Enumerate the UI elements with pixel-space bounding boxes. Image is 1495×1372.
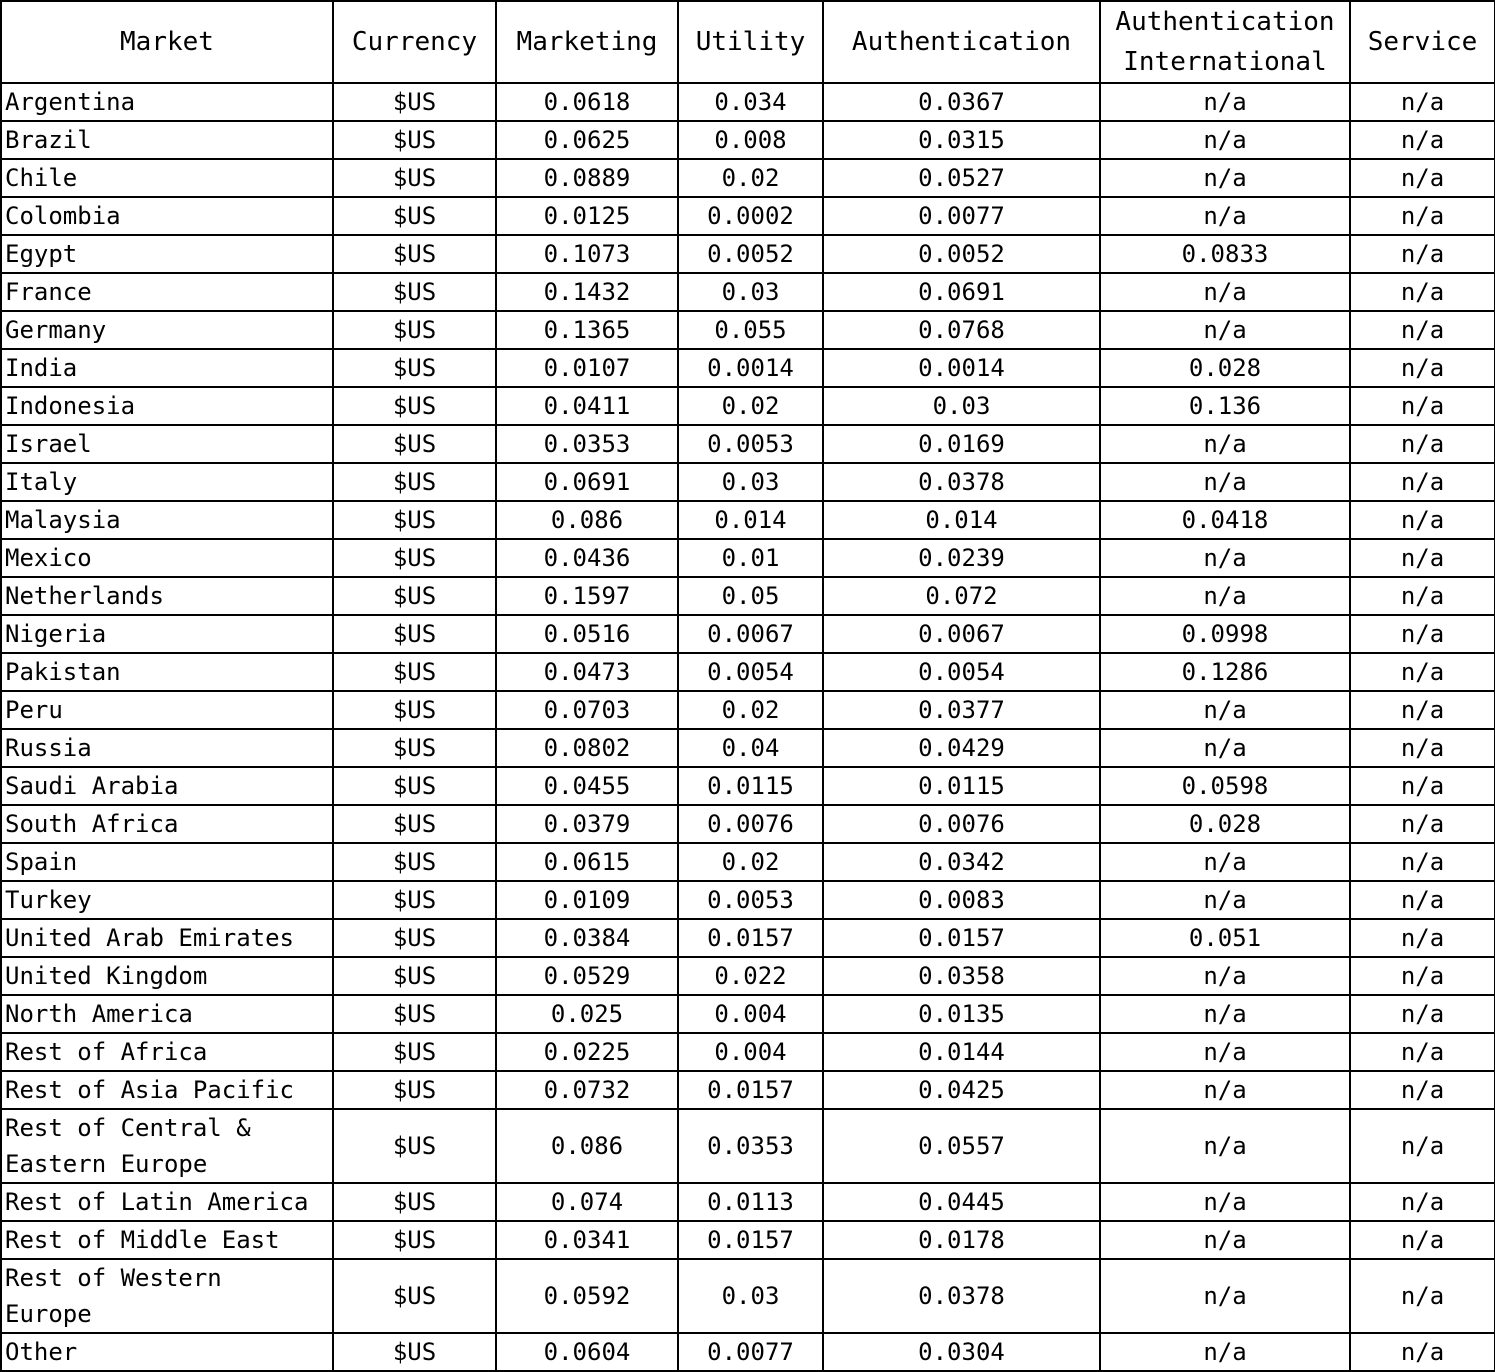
cell-authentication: 0.072	[823, 577, 1100, 615]
cell-currency: $US	[333, 767, 496, 805]
table-row	[1, 387, 1495, 425]
cell-authentication: 0.03	[823, 387, 1100, 425]
cell-authentication: 0.014	[823, 501, 1100, 539]
cell-authentication-international: n/a	[1100, 539, 1350, 577]
cell-service: n/a	[1350, 1109, 1495, 1183]
cell-marketing: 0.0802	[496, 729, 678, 767]
cell-authentication: 0.0052	[823, 235, 1100, 273]
table-row	[1, 121, 1495, 159]
cell-market: Israel	[1, 425, 333, 463]
cell-authentication-international: n/a	[1100, 881, 1350, 919]
cell-market: France	[1, 273, 333, 311]
cell-currency: $US	[333, 653, 496, 691]
table-row	[1, 1033, 1495, 1071]
cell-market: Other	[1, 1333, 333, 1371]
cell-service: n/a	[1350, 767, 1495, 805]
cell-authentication: 0.0425	[823, 1071, 1100, 1109]
cell-authentication: 0.0768	[823, 311, 1100, 349]
table-row	[1, 919, 1495, 957]
cell-currency: $US	[333, 539, 496, 577]
cell-service: n/a	[1350, 539, 1495, 577]
cell-market: Nigeria	[1, 615, 333, 653]
cell-authentication: 0.0377	[823, 691, 1100, 729]
cell-marketing: 0.0107	[496, 349, 678, 387]
cell-currency: $US	[333, 691, 496, 729]
cell-service: n/a	[1350, 957, 1495, 995]
header-row	[1, 1, 1495, 83]
cell-currency: $US	[333, 425, 496, 463]
cell-authentication-international: n/a	[1100, 273, 1350, 311]
cell-marketing: 0.0125	[496, 197, 678, 235]
table-row	[1, 881, 1495, 919]
cell-market: Egypt	[1, 235, 333, 273]
cell-currency: $US	[333, 1221, 496, 1259]
cell-utility: 0.022	[678, 957, 823, 995]
cell-market: Malaysia	[1, 501, 333, 539]
cell-authentication: 0.0169	[823, 425, 1100, 463]
cell-marketing: 0.0691	[496, 463, 678, 501]
cell-authentication-international: 0.051	[1100, 919, 1350, 957]
cell-currency: $US	[333, 463, 496, 501]
table-row	[1, 463, 1495, 501]
cell-authentication: 0.0527	[823, 159, 1100, 197]
cell-authentication: 0.0077	[823, 197, 1100, 235]
cell-marketing: 0.025	[496, 995, 678, 1033]
cell-marketing: 0.0529	[496, 957, 678, 995]
table-row	[1, 691, 1495, 729]
cell-utility: 0.034	[678, 83, 823, 121]
cell-service: n/a	[1350, 501, 1495, 539]
cell-market: Italy	[1, 463, 333, 501]
cell-utility: 0.04	[678, 729, 823, 767]
cell-authentication: 0.0691	[823, 273, 1100, 311]
cell-service: n/a	[1350, 197, 1495, 235]
cell-currency: $US	[333, 843, 496, 881]
cell-market: Rest of Central & Eastern Europe	[1, 1109, 333, 1183]
cell-market: Mexico	[1, 539, 333, 577]
cell-authentication: 0.0076	[823, 805, 1100, 843]
cell-marketing: 0.0353	[496, 425, 678, 463]
cell-authentication-international: 0.028	[1100, 349, 1350, 387]
cell-authentication: 0.0178	[823, 1221, 1100, 1259]
cell-market: United Kingdom	[1, 957, 333, 995]
cell-authentication-international: n/a	[1100, 995, 1350, 1033]
cell-marketing: 0.0615	[496, 843, 678, 881]
table-row	[1, 653, 1495, 691]
cell-currency: $US	[333, 729, 496, 767]
cell-utility: 0.014	[678, 501, 823, 539]
header-authentication-international: Authentication International	[1100, 1, 1350, 83]
cell-service: n/a	[1350, 1033, 1495, 1071]
cell-utility: 0.0113	[678, 1183, 823, 1221]
cell-market: Argentina	[1, 83, 333, 121]
header-market: Market	[1, 1, 333, 83]
cell-currency: $US	[333, 957, 496, 995]
cell-authentication: 0.0135	[823, 995, 1100, 1033]
cell-marketing: 0.0604	[496, 1333, 678, 1371]
cell-marketing: 0.1073	[496, 235, 678, 273]
cell-market: Rest of Asia Pacific	[1, 1071, 333, 1109]
cell-authentication-international: n/a	[1100, 1221, 1350, 1259]
cell-service: n/a	[1350, 463, 1495, 501]
cell-marketing: 0.0703	[496, 691, 678, 729]
cell-service: n/a	[1350, 843, 1495, 881]
cell-marketing: 0.074	[496, 1183, 678, 1221]
cell-authentication-international: n/a	[1100, 843, 1350, 881]
cell-marketing: 0.0625	[496, 121, 678, 159]
cell-authentication-international: n/a	[1100, 425, 1350, 463]
cell-service: n/a	[1350, 387, 1495, 425]
table-row	[1, 159, 1495, 197]
cell-marketing: 0.0384	[496, 919, 678, 957]
table-body	[1, 83, 1495, 1371]
cell-currency: $US	[333, 1071, 496, 1109]
cell-market: Russia	[1, 729, 333, 767]
cell-currency: $US	[333, 159, 496, 197]
cell-currency: $US	[333, 311, 496, 349]
header-currency: Currency	[333, 1, 496, 83]
cell-authentication-international: n/a	[1100, 463, 1350, 501]
cell-service: n/a	[1350, 121, 1495, 159]
cell-authentication-international: n/a	[1100, 1033, 1350, 1071]
cell-currency: $US	[333, 83, 496, 121]
cell-utility: 0.0054	[678, 653, 823, 691]
cell-market: Indonesia	[1, 387, 333, 425]
header-service: Service	[1350, 1, 1495, 83]
table-row	[1, 235, 1495, 273]
cell-utility: 0.0002	[678, 197, 823, 235]
cell-utility: 0.0076	[678, 805, 823, 843]
cell-market: United Arab Emirates	[1, 919, 333, 957]
cell-marketing: 0.0455	[496, 767, 678, 805]
cell-service: n/a	[1350, 691, 1495, 729]
cell-currency: $US	[333, 1183, 496, 1221]
cell-service: n/a	[1350, 881, 1495, 919]
cell-utility: 0.0052	[678, 235, 823, 273]
cell-marketing: 0.0732	[496, 1071, 678, 1109]
cell-utility: 0.0053	[678, 425, 823, 463]
cell-authentication-international: n/a	[1100, 1109, 1350, 1183]
cell-authentication-international: 0.0598	[1100, 767, 1350, 805]
cell-market: Colombia	[1, 197, 333, 235]
cell-utility: 0.02	[678, 387, 823, 425]
cell-currency: $US	[333, 615, 496, 653]
cell-currency: $US	[333, 995, 496, 1033]
cell-utility: 0.055	[678, 311, 823, 349]
table-row	[1, 83, 1495, 121]
cell-authentication-international: n/a	[1100, 121, 1350, 159]
cell-currency: $US	[333, 387, 496, 425]
table-row	[1, 1109, 1495, 1183]
cell-market: Saudi Arabia	[1, 767, 333, 805]
cell-market: Brazil	[1, 121, 333, 159]
table-row	[1, 311, 1495, 349]
cell-service: n/a	[1350, 159, 1495, 197]
cell-authentication-international: n/a	[1100, 159, 1350, 197]
table-row	[1, 273, 1495, 311]
cell-authentication-international: n/a	[1100, 957, 1350, 995]
cell-market: Rest of Middle East	[1, 1221, 333, 1259]
cell-marketing: 0.0225	[496, 1033, 678, 1071]
cell-service: n/a	[1350, 349, 1495, 387]
cell-market: Rest of Latin America	[1, 1183, 333, 1221]
cell-authentication: 0.0358	[823, 957, 1100, 995]
cell-service: n/a	[1350, 729, 1495, 767]
cell-market: Netherlands	[1, 577, 333, 615]
cell-utility: 0.03	[678, 463, 823, 501]
cell-authentication-international: 0.0418	[1100, 501, 1350, 539]
cell-utility: 0.0353	[678, 1109, 823, 1183]
table-row	[1, 995, 1495, 1033]
cell-authentication-international: n/a	[1100, 197, 1350, 235]
table-row	[1, 805, 1495, 843]
cell-utility: 0.03	[678, 1259, 823, 1333]
cell-authentication: 0.0342	[823, 843, 1100, 881]
cell-marketing: 0.0473	[496, 653, 678, 691]
table-row	[1, 425, 1495, 463]
cell-service: n/a	[1350, 1259, 1495, 1333]
table-row	[1, 843, 1495, 881]
cell-service: n/a	[1350, 653, 1495, 691]
cell-service: n/a	[1350, 311, 1495, 349]
table-row	[1, 729, 1495, 767]
cell-authentication-international: 0.136	[1100, 387, 1350, 425]
cell-currency: $US	[333, 1333, 496, 1371]
table-row	[1, 1221, 1495, 1259]
cell-utility: 0.01	[678, 539, 823, 577]
cell-service: n/a	[1350, 1333, 1495, 1371]
cell-market: Peru	[1, 691, 333, 729]
header-utility: Utility	[678, 1, 823, 83]
cell-authentication-international: 0.0833	[1100, 235, 1350, 273]
cell-marketing: 0.0379	[496, 805, 678, 843]
cell-service: n/a	[1350, 615, 1495, 653]
cell-authentication: 0.0367	[823, 83, 1100, 121]
cell-currency: $US	[333, 1033, 496, 1071]
cell-currency: $US	[333, 197, 496, 235]
cell-authentication: 0.0239	[823, 539, 1100, 577]
cell-market: Spain	[1, 843, 333, 881]
cell-currency: $US	[333, 919, 496, 957]
cell-marketing: 0.1597	[496, 577, 678, 615]
table-row	[1, 615, 1495, 653]
cell-authentication-international: n/a	[1100, 1333, 1350, 1371]
cell-currency: $US	[333, 273, 496, 311]
cell-utility: 0.0077	[678, 1333, 823, 1371]
cell-service: n/a	[1350, 425, 1495, 463]
cell-marketing: 0.0109	[496, 881, 678, 919]
cell-authentication-international: n/a	[1100, 1183, 1350, 1221]
cell-utility: 0.02	[678, 843, 823, 881]
cell-utility: 0.008	[678, 121, 823, 159]
cell-utility: 0.0014	[678, 349, 823, 387]
cell-currency: $US	[333, 1109, 496, 1183]
cell-authentication: 0.0378	[823, 463, 1100, 501]
cell-authentication: 0.0378	[823, 1259, 1100, 1333]
cell-market: Chile	[1, 159, 333, 197]
cell-authentication-international: n/a	[1100, 577, 1350, 615]
cell-utility: 0.02	[678, 691, 823, 729]
cell-marketing: 0.1365	[496, 311, 678, 349]
cell-authentication-international: 0.028	[1100, 805, 1350, 843]
cell-service: n/a	[1350, 919, 1495, 957]
cell-service: n/a	[1350, 805, 1495, 843]
table-row	[1, 1183, 1495, 1221]
cell-authentication-international: n/a	[1100, 1071, 1350, 1109]
cell-utility: 0.004	[678, 1033, 823, 1071]
cell-authentication-international: n/a	[1100, 83, 1350, 121]
cell-utility: 0.0053	[678, 881, 823, 919]
cell-authentication-international: 0.0998	[1100, 615, 1350, 653]
cell-authentication: 0.0429	[823, 729, 1100, 767]
table-row	[1, 501, 1495, 539]
table-row	[1, 767, 1495, 805]
cell-service: n/a	[1350, 995, 1495, 1033]
cell-authentication: 0.0014	[823, 349, 1100, 387]
header-authentication: Authentication	[823, 1, 1100, 83]
cell-marketing: 0.086	[496, 501, 678, 539]
table-row	[1, 957, 1495, 995]
cell-authentication: 0.0054	[823, 653, 1100, 691]
cell-service: n/a	[1350, 83, 1495, 121]
cell-utility: 0.004	[678, 995, 823, 1033]
cell-utility: 0.02	[678, 159, 823, 197]
cell-currency: $US	[333, 121, 496, 159]
cell-authentication-international: n/a	[1100, 1259, 1350, 1333]
table-row	[1, 539, 1495, 577]
cell-authentication: 0.0115	[823, 767, 1100, 805]
cell-market: North America	[1, 995, 333, 1033]
cell-authentication: 0.0083	[823, 881, 1100, 919]
cell-currency: $US	[333, 501, 496, 539]
cell-market: Pakistan	[1, 653, 333, 691]
cell-marketing: 0.1432	[496, 273, 678, 311]
cell-authentication: 0.0557	[823, 1109, 1100, 1183]
cell-authentication: 0.0067	[823, 615, 1100, 653]
cell-authentication: 0.0315	[823, 121, 1100, 159]
cell-authentication: 0.0445	[823, 1183, 1100, 1221]
cell-authentication: 0.0157	[823, 919, 1100, 957]
cell-service: n/a	[1350, 1221, 1495, 1259]
table-row	[1, 349, 1495, 387]
cell-market: Turkey	[1, 881, 333, 919]
cell-currency: $US	[333, 805, 496, 843]
cell-marketing: 0.0341	[496, 1221, 678, 1259]
cell-marketing: 0.0516	[496, 615, 678, 653]
cell-utility: 0.0157	[678, 1071, 823, 1109]
cell-marketing: 0.086	[496, 1109, 678, 1183]
cell-utility: 0.0067	[678, 615, 823, 653]
cell-authentication: 0.0304	[823, 1333, 1100, 1371]
cell-currency: $US	[333, 577, 496, 615]
table-row	[1, 1259, 1495, 1333]
cell-market: India	[1, 349, 333, 387]
table-row	[1, 197, 1495, 235]
cell-service: n/a	[1350, 235, 1495, 273]
cell-marketing: 0.0889	[496, 159, 678, 197]
cell-authentication-international: n/a	[1100, 311, 1350, 349]
cell-marketing: 0.0436	[496, 539, 678, 577]
cell-market: South Africa	[1, 805, 333, 843]
cell-utility: 0.03	[678, 273, 823, 311]
cell-authentication-international: n/a	[1100, 691, 1350, 729]
cell-service: n/a	[1350, 273, 1495, 311]
cell-currency: $US	[333, 881, 496, 919]
table-header	[1, 1, 1495, 83]
cell-utility: 0.0115	[678, 767, 823, 805]
cell-utility: 0.0157	[678, 919, 823, 957]
cell-marketing: 0.0592	[496, 1259, 678, 1333]
cell-authentication-international: 0.1286	[1100, 653, 1350, 691]
table-row	[1, 577, 1495, 615]
cell-service: n/a	[1350, 577, 1495, 615]
cell-utility: 0.0157	[678, 1221, 823, 1259]
cell-market: Rest of Western Europe	[1, 1259, 333, 1333]
header-marketing: Marketing	[496, 1, 678, 83]
cell-authentication: 0.0144	[823, 1033, 1100, 1071]
cell-currency: $US	[333, 349, 496, 387]
cell-utility: 0.05	[678, 577, 823, 615]
table-row	[1, 1071, 1495, 1109]
cell-marketing: 0.0411	[496, 387, 678, 425]
cell-currency: $US	[333, 1259, 496, 1333]
cell-authentication-international: n/a	[1100, 729, 1350, 767]
cell-service: n/a	[1350, 1183, 1495, 1221]
cell-market: Germany	[1, 311, 333, 349]
table-row	[1, 1333, 1495, 1371]
cell-marketing: 0.0618	[496, 83, 678, 121]
cell-market: Rest of Africa	[1, 1033, 333, 1071]
cell-service: n/a	[1350, 1071, 1495, 1109]
cell-currency: $US	[333, 235, 496, 273]
